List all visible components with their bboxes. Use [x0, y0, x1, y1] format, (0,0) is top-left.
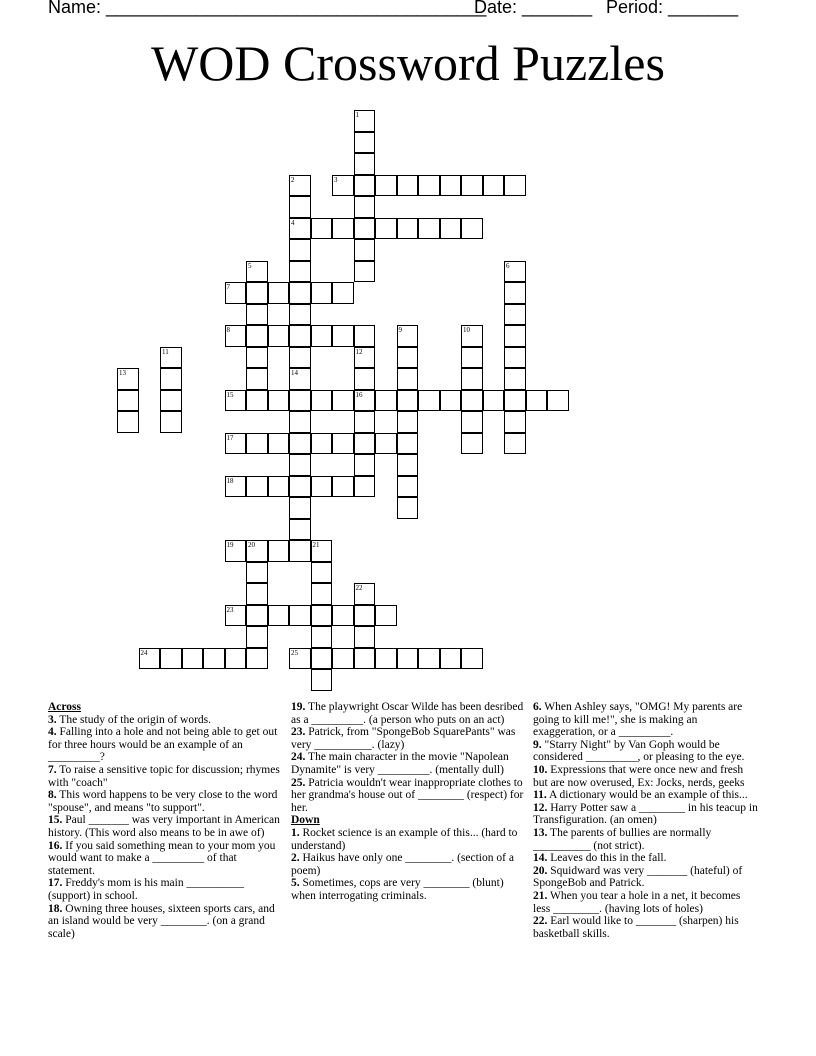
clue-number: 25	[291, 648, 298, 657]
clue-item-text: Earl would like to _______ (sharpen) his basketball skills.	[533, 915, 739, 940]
crossword-cell[interactable]	[289, 304, 311, 326]
crossword-cell[interactable]	[504, 325, 526, 347]
crossword-cell[interactable]	[418, 218, 440, 240]
clue-number: 11	[162, 347, 169, 356]
crossword-cell[interactable]	[397, 476, 419, 498]
crossword-cell[interactable]	[375, 605, 397, 627]
clue-number: 8	[226, 326, 230, 334]
clue-item-number: 11.	[533, 789, 547, 802]
clue-number: 22	[355, 584, 363, 592]
crossword-cell[interactable]	[354, 368, 376, 390]
crossword-cell[interactable]	[375, 390, 397, 412]
crossword-cell[interactable]	[397, 411, 419, 433]
crossword-cell[interactable]	[332, 325, 354, 347]
clue-item	[48, 903, 280, 941]
clue-item-text: Falling into a hole and not being able to get out for three hours would be an example of an _________?	[48, 726, 278, 764]
crossword-cell[interactable]	[311, 325, 333, 347]
clue-number: 20	[248, 541, 255, 549]
page-title: WOD Crossword Puzzles	[151, 35, 665, 91]
crossword-cell[interactable]	[246, 626, 268, 648]
crossword-cell[interactable]	[354, 648, 376, 670]
crossword-cell[interactable]	[332, 282, 354, 304]
crossword-cell[interactable]	[354, 325, 376, 347]
crossword-cell[interactable]	[397, 347, 419, 369]
crossword-cell[interactable]	[440, 175, 462, 197]
clue-item	[291, 852, 526, 877]
clue-item-number: 15.	[48, 814, 63, 827]
crossword-cell[interactable]	[225, 648, 247, 670]
clue-item-text: Owning three houses, sixteen sports cars, and an island would be very ________. (on a grand scale)	[48, 902, 275, 940]
crossword-cell[interactable]	[332, 605, 354, 627]
crossword-cell[interactable]	[246, 540, 268, 562]
clue-item-number: 23.	[291, 726, 306, 739]
crossword-cell[interactable]	[354, 153, 376, 175]
crossword-cell[interactable]	[289, 497, 311, 519]
clue-item-number: 21.	[533, 889, 548, 902]
clue-item-number: 7.	[48, 763, 57, 776]
clue-item	[291, 751, 526, 776]
crossword-cell[interactable]	[246, 325, 268, 347]
clue-item	[533, 701, 759, 739]
crossword-cell[interactable]	[397, 218, 419, 240]
crossword-cell[interactable]	[397, 648, 419, 670]
crossword-cell[interactable]	[289, 454, 311, 476]
clue-number: 1	[355, 111, 359, 119]
crossword-cell[interactable]	[246, 605, 268, 627]
crossword-cell[interactable]	[289, 519, 311, 541]
crossword-cell[interactable]	[504, 175, 526, 197]
clue-number: 2	[291, 175, 295, 184]
crossword-cell[interactable]	[268, 605, 290, 627]
clue-item-text: This word happens to be very close to the word "spouse", and means "to support".	[48, 789, 278, 814]
crossword-cell[interactable]	[504, 433, 526, 455]
crossword-cell[interactable]	[461, 390, 483, 412]
clue-item	[533, 890, 759, 915]
crossword-cell[interactable]	[311, 669, 333, 691]
crossword-cell[interactable]	[311, 605, 333, 627]
crossword-cell[interactable]	[440, 648, 462, 670]
crossword-cell[interactable]	[160, 347, 182, 369]
clue-item-number: 18.	[48, 902, 63, 915]
clue-item-number: 16.	[48, 839, 63, 852]
crossword-cell[interactable]	[375, 218, 397, 240]
clue-item-text: The playwright Oscar Wilde has been desribed as a _________. (a person who puts on an act)	[291, 701, 524, 726]
crossword-cell[interactable]	[418, 175, 440, 197]
clues-column-1	[48, 701, 280, 940]
crossword-cell[interactable]	[354, 218, 376, 240]
clue-section-heading: Across	[48, 701, 82, 713]
clue-item	[533, 865, 759, 890]
crossword-cell[interactable]	[289, 540, 311, 562]
crossword-cell[interactable]	[418, 390, 440, 412]
clue-item	[533, 789, 759, 802]
crossword-cell[interactable]	[375, 433, 397, 455]
clue-item-number: 5.	[291, 877, 300, 890]
clue-item-text: "Starry Night" by Van Goph would be considered _________, or pleasing to the eye.	[533, 738, 745, 764]
clue-item-text: Squidward was very _______ (hateful) of SpongeBob and Patrick.	[533, 864, 743, 890]
crossword-cell[interactable]	[117, 390, 139, 412]
crossword-cell[interactable]	[504, 304, 526, 326]
crossword-cell[interactable]	[268, 433, 290, 455]
period-field[interactable]: Period: _______	[606, 0, 739, 17]
clue-number: 12	[355, 347, 363, 356]
clue-item-text: Leaves do this in the fall.	[547, 852, 667, 865]
crossword-cell[interactable]	[354, 476, 376, 498]
clue-item-number: 24.	[291, 751, 306, 764]
crossword-cell[interactable]	[332, 648, 354, 670]
crossword-cell[interactable]	[139, 648, 161, 670]
clue-number: 23	[226, 605, 234, 614]
clue-item-number: 13.	[533, 826, 548, 839]
crossword-cell[interactable]	[117, 368, 139, 390]
clue-section-heading: Down	[291, 814, 320, 827]
clue-item	[48, 789, 280, 814]
clue-item-number: 8.	[48, 789, 57, 802]
clue-item-text: Haikus have only one ________. (section of a poem)	[291, 852, 514, 877]
crossword-cell[interactable]	[397, 390, 419, 412]
crossword-cell[interactable]	[160, 368, 182, 390]
crossword-cell[interactable]	[289, 347, 311, 369]
crossword-cell[interactable]	[289, 325, 311, 347]
clue-item-number: 12.	[533, 801, 548, 814]
clue-number: 24	[140, 648, 148, 657]
crossword-cell[interactable]	[461, 347, 483, 369]
clue-item-text: Rocket science is an example of this... (hard to understand)	[291, 826, 518, 852]
crossword-cell[interactable]	[289, 433, 311, 455]
crossword-cell[interactable]	[504, 347, 526, 369]
crossword-cell[interactable]	[160, 411, 182, 433]
crossword-cell[interactable]	[354, 261, 376, 283]
crossword-cell[interactable]	[461, 648, 483, 670]
clue-item	[48, 814, 280, 839]
clue-item-text: To raise a sensitive topic for discussion; rhymes with "coach"	[48, 763, 280, 789]
clue-item	[533, 764, 759, 789]
crossword-cell[interactable]	[246, 368, 268, 390]
crossword-cell[interactable]	[332, 433, 354, 455]
clue-item-text: Freddy's mom is his main __________ (support) in school.	[48, 877, 244, 902]
crossword-cell[interactable]	[526, 390, 548, 412]
clue-item-number: 19.	[291, 701, 306, 713]
crossword-cell[interactable]	[418, 648, 440, 670]
crossword-cell[interactable]	[354, 175, 376, 197]
crossword-cell[interactable]	[246, 476, 268, 498]
clue-item-number: 14.	[533, 852, 548, 865]
crossword-cell[interactable]	[504, 368, 526, 390]
crossword-cell[interactable]	[268, 390, 290, 412]
clue-item-number: 4.	[48, 726, 57, 739]
crossword-cell[interactable]	[246, 390, 268, 412]
crossword-cell[interactable]	[246, 562, 268, 584]
clue-item-text: Paul _______ was very important in American history. (This word also means to be in awe of)	[48, 814, 280, 839]
crossword-cell[interactable]	[289, 239, 311, 261]
clue-item	[48, 764, 280, 789]
crossword-cell[interactable]	[117, 411, 139, 433]
crossword-cell[interactable]	[354, 196, 376, 218]
clue-number: 17	[226, 433, 234, 442]
crossword-cell[interactable]	[268, 476, 290, 498]
crossword-cell[interactable]	[354, 583, 376, 605]
crossword-cell[interactable]	[268, 325, 290, 347]
crossword-cell[interactable]	[311, 626, 333, 648]
clues-column-3	[533, 701, 759, 940]
clue-item	[533, 852, 759, 865]
clue-item-number: 20.	[533, 864, 548, 877]
crossword-cell[interactable]	[354, 605, 376, 627]
clue-item	[291, 827, 526, 852]
clue-number: 4	[291, 218, 295, 227]
clue-number: 3	[334, 175, 338, 184]
crossword-cell[interactable]	[440, 218, 462, 240]
crossword-cell[interactable]	[311, 433, 333, 455]
crossword-cell[interactable]	[225, 476, 247, 498]
crossword-cell[interactable]	[440, 390, 462, 412]
clue-item	[533, 739, 759, 764]
name-field[interactable]: Name: ______________________________________	[48, 0, 487, 17]
clue-item	[291, 726, 526, 751]
crossword-cell[interactable]	[354, 433, 376, 455]
crossword-cell[interactable]	[397, 433, 419, 455]
crossword-cell[interactable]	[289, 175, 311, 197]
date-field[interactable]: Date: _______	[474, 0, 593, 17]
crossword-cell[interactable]	[225, 282, 247, 304]
clue-item-text: Expressions that were once new and fresh but are now overused, Ex: Jocks, nerds, geeks	[533, 763, 745, 789]
clue-item-number: 6.	[533, 701, 542, 713]
crossword-cell[interactable]	[289, 282, 311, 304]
crossword-cell[interactable]	[332, 218, 354, 240]
crossword-cell[interactable]	[268, 540, 290, 562]
crossword-cell[interactable]	[289, 648, 311, 670]
crossword-cell[interactable]	[375, 648, 397, 670]
crossword-cell[interactable]	[246, 304, 268, 326]
clue-number: 9	[398, 326, 402, 334]
crossword-cell[interactable]	[504, 390, 526, 412]
clue-item-text: A dictionary would be an example of this...	[546, 789, 748, 802]
crossword-cell[interactable]	[483, 175, 505, 197]
crossword-cell[interactable]	[289, 476, 311, 498]
crossword-cell[interactable]	[354, 132, 376, 154]
clue-item	[291, 777, 526, 815]
crossword-cell[interactable]	[311, 583, 333, 605]
clue-item	[48, 877, 280, 902]
crossword-cell[interactable]	[289, 390, 311, 412]
clue-item-number: 2.	[291, 852, 300, 865]
crossword-cell[interactable]	[246, 648, 268, 670]
crossword-cell[interactable]	[160, 390, 182, 412]
clue-item-text: Harry Potter saw a ________ in his teacup in Transfiguration. (an omen)	[533, 801, 758, 827]
clue-item-number: 17.	[48, 877, 63, 890]
crossword-cell[interactable]	[246, 261, 268, 283]
crossword-cell[interactable]	[397, 454, 419, 476]
crossword-cell[interactable]	[311, 648, 333, 670]
clue-item	[48, 726, 280, 764]
clue-item	[291, 701, 526, 726]
clue-number: 18	[226, 476, 234, 485]
crossword-cell[interactable]	[354, 454, 376, 476]
crossword-cell[interactable]	[289, 605, 311, 627]
crossword-cell[interactable]	[289, 368, 311, 390]
crossword-cell[interactable]	[160, 648, 182, 670]
crossword-cell[interactable]	[225, 605, 247, 627]
clue-item	[533, 915, 759, 940]
clue-item	[291, 877, 526, 902]
crossword-cell[interactable]	[332, 390, 354, 412]
crossword-cell[interactable]	[311, 282, 333, 304]
crossword-cell[interactable]	[354, 347, 376, 369]
clue-number: 5	[248, 261, 252, 270]
crossword-cell[interactable]	[397, 497, 419, 519]
crossword-cell[interactable]	[461, 218, 483, 240]
crossword-cell[interactable]	[203, 648, 225, 670]
crossword-cell[interactable]	[354, 411, 376, 433]
crossword-cell[interactable]	[375, 175, 397, 197]
crossword-cell[interactable]	[354, 239, 376, 261]
crossword-cell[interactable]	[225, 540, 247, 562]
clue-number: 10	[463, 326, 470, 334]
clue-item-text: Patricia wouldn't wear inappropriate clothes to her grandma's house out of ________ (respect) for her.	[291, 776, 524, 814]
clue-item	[48, 714, 280, 727]
clue-item-text: The parents of bullies are normally __________ (not strict).	[533, 826, 712, 852]
clue-item-number: 3.	[48, 713, 57, 726]
crossword-cell[interactable]	[504, 411, 526, 433]
crossword-cell[interactable]	[225, 433, 247, 455]
clue-item	[48, 840, 280, 878]
crossword-cell[interactable]	[246, 433, 268, 455]
clue-number: 7	[226, 283, 230, 291]
clue-item-number: 1.	[291, 826, 300, 839]
clue-item-number: 25.	[291, 776, 306, 789]
crossword-cell[interactable]	[246, 347, 268, 369]
crossword-cell[interactable]	[354, 626, 376, 648]
crossword-cell[interactable]	[246, 282, 268, 304]
clue-item-number: 9.	[533, 738, 542, 751]
crossword-cell[interactable]	[332, 476, 354, 498]
clue-item-text: Sometimes, cops are very ________ (blunt) when interrogating criminals.	[291, 877, 504, 902]
clue-item-text: When Ashley says, "OMG! My parents are going to kill me!", she is making an exaggeration, or a _________.	[533, 701, 743, 739]
clue-item-number: 10.	[533, 763, 548, 776]
crossword-cell[interactable]	[397, 175, 419, 197]
crossword-cell[interactable]	[504, 282, 526, 304]
crossword-cell[interactable]	[354, 390, 376, 412]
crossword-cell[interactable]	[289, 218, 311, 240]
crossword-cell[interactable]	[225, 390, 247, 412]
crossword-cell[interactable]	[289, 411, 311, 433]
crossword-cell[interactable]	[311, 390, 333, 412]
clues-column-2	[291, 701, 526, 903]
crossword-cell[interactable]	[461, 411, 483, 433]
clue-number: 19	[226, 541, 234, 549]
crossword-cell[interactable]	[461, 368, 483, 390]
crossword-cell[interactable]	[311, 218, 333, 240]
crossword-cell[interactable]	[547, 390, 569, 412]
clue-item-text: The main character in the movie "Napolean Dynamite" is very _________. (mentally dull)	[291, 751, 509, 776]
crossword-cell[interactable]	[182, 648, 204, 670]
crossword-cell[interactable]	[504, 261, 526, 283]
clue-number: 16	[355, 390, 363, 399]
crossword-cell[interactable]	[397, 368, 419, 390]
crossword-cell[interactable]	[225, 325, 247, 347]
crossword-cell[interactable]	[461, 175, 483, 197]
clue-item-text: When you tear a hole in a net, it becomes less ________. (having lots of holes)	[533, 889, 741, 915]
clue-item-text: The study of the origin of words.	[56, 713, 212, 726]
crossword-cell[interactable]	[483, 390, 505, 412]
crossword-cell[interactable]	[397, 325, 419, 347]
crossword-cell[interactable]	[354, 110, 376, 132]
clue-number: 15	[226, 390, 234, 399]
clue-item-text: If you said something mean to your mom you would want to make a _________ of that statement.	[48, 839, 276, 877]
clue-number: 21	[312, 541, 320, 549]
crossword-cell[interactable]	[268, 282, 290, 304]
clue-number: 13	[119, 369, 126, 377]
crossword-cell[interactable]	[311, 562, 333, 584]
crossword-cell[interactable]	[311, 476, 333, 498]
crossword-cell[interactable]	[311, 540, 333, 562]
crossword-cell[interactable]	[332, 175, 354, 197]
crossword-cell[interactable]	[461, 433, 483, 455]
clue-number: 14	[291, 369, 298, 377]
clue-item	[533, 827, 759, 852]
crossword-cell[interactable]	[289, 261, 311, 283]
clue-item	[533, 802, 759, 827]
crossword-cell[interactable]	[246, 583, 268, 605]
crossword-cell[interactable]	[289, 196, 311, 218]
clue-item-text: Patrick, from "SpongeBob SquarePants" was very __________. (lazy)	[291, 726, 516, 751]
clue-number: 6	[506, 261, 510, 270]
crossword-cell[interactable]	[461, 325, 483, 347]
clue-item-number: 22.	[533, 915, 548, 928]
